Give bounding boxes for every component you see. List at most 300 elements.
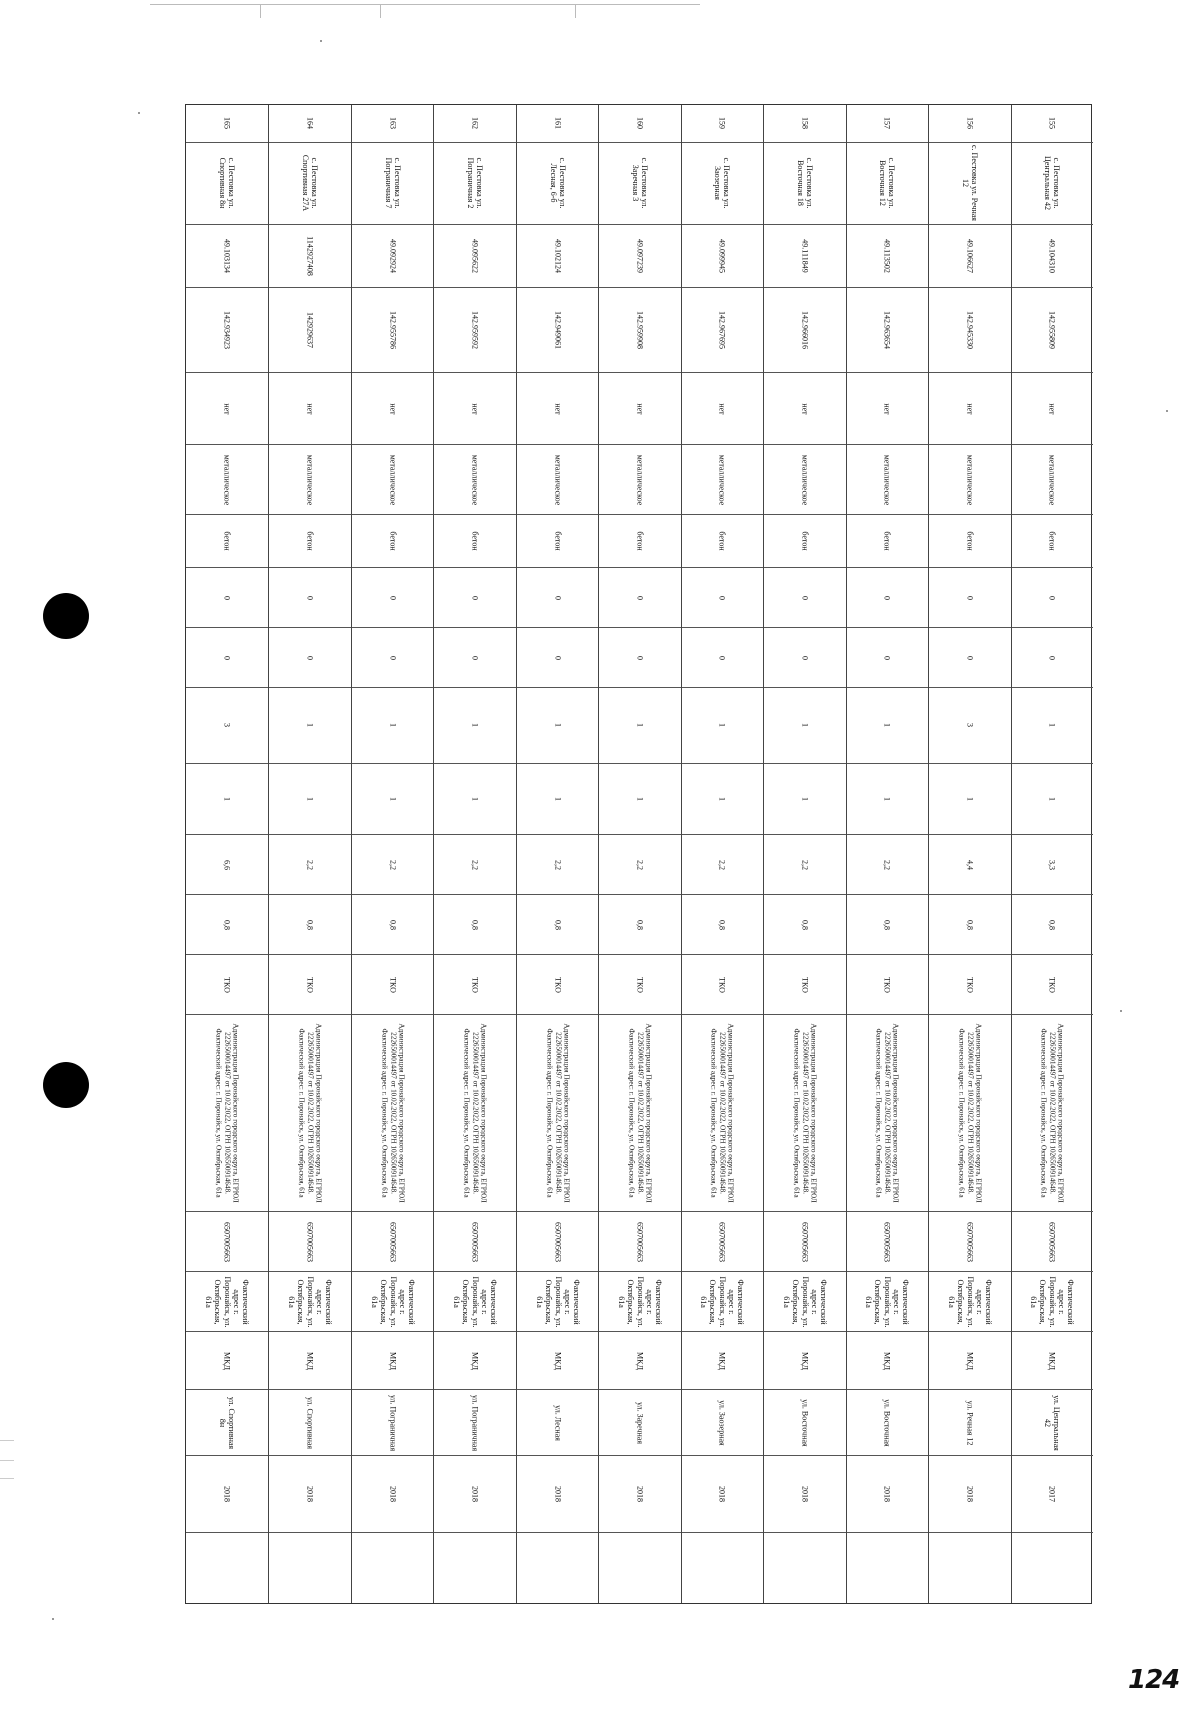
cell-c4: [352, 763, 433, 835]
punch-hole: [43, 593, 89, 639]
table-row: [351, 105, 433, 1603]
cell-text: 0: [635, 595, 645, 600]
cell-text: 2018: [553, 1486, 563, 1503]
cell-address: [517, 142, 598, 224]
cell-src: [352, 1331, 433, 1389]
cell-text: 2018: [305, 1486, 315, 1503]
cell-text: ТКО: [800, 976, 810, 993]
cell-year: [1012, 1455, 1093, 1532]
cell-text: ТКО: [305, 976, 315, 993]
cell-text: с. Пестовка ул. Лесная, 6-б: [548, 157, 567, 209]
cell-text: 0: [388, 595, 398, 600]
cell-note: [186, 1532, 268, 1603]
cell-inn: [269, 1211, 350, 1271]
cell-owner: [269, 1014, 350, 1211]
cell-text: 49.104310: [1047, 238, 1057, 273]
cell-text: с. Пестовка ул. Восточная 12: [878, 157, 897, 209]
cell-text: МКД: [635, 1351, 645, 1370]
cell-text: бетон: [882, 531, 892, 551]
cell-surface: [186, 372, 268, 445]
cell-text: 0,8: [388, 919, 398, 930]
cell-surface: [352, 372, 433, 445]
cell-c3: [764, 687, 845, 762]
cell-text: ул. Пограничная: [470, 1394, 480, 1451]
cell-text: бетон: [388, 531, 398, 551]
cell-c2: [682, 627, 763, 687]
cell-text: 142.966016: [800, 310, 810, 349]
cell-text: 2,2: [882, 859, 892, 870]
cell-year: [682, 1455, 763, 1532]
table-row: [268, 105, 350, 1603]
cell-text: 2017: [1047, 1486, 1057, 1503]
cell-kind: [682, 954, 763, 1014]
cell-area: [764, 834, 845, 894]
cell-text: металлическое: [470, 454, 480, 506]
cell-text: 0,8: [800, 919, 810, 930]
cell-text: 142.959908: [635, 310, 645, 349]
cell-text: ТКО: [965, 976, 975, 993]
cell-text: 2,2: [635, 859, 645, 870]
scan-speck: [52, 1618, 54, 1620]
cell-address: [1012, 142, 1093, 224]
cell-lon: [352, 287, 433, 372]
cell-text: 0: [965, 655, 975, 660]
cell-text: нет: [222, 402, 232, 415]
cell-year: [847, 1455, 928, 1532]
cell-text: 142.963654: [882, 310, 892, 349]
cell-text: 0,8: [635, 919, 645, 930]
cell-area: [929, 834, 1010, 894]
cell-src-addr: [1012, 1389, 1093, 1455]
cell-text: металлическое: [553, 454, 563, 506]
cell-text: МКД: [305, 1351, 315, 1370]
cell-material: [434, 444, 515, 514]
cell-owner: [929, 1014, 1010, 1211]
cell-text: 159: [718, 117, 728, 130]
cell-text: 1: [635, 796, 645, 801]
cell-c1: [599, 567, 680, 627]
cell-vol: [599, 894, 680, 954]
cell-note: [599, 1532, 680, 1603]
cell-c1: [186, 567, 268, 627]
cell-text: 1: [388, 796, 398, 801]
cell-vol: [847, 894, 928, 954]
cell-vol: [929, 894, 1010, 954]
cell-c4: [434, 763, 515, 835]
cell-lon: [599, 287, 680, 372]
cell-text: металлическое: [718, 454, 728, 506]
table-row: [1011, 105, 1093, 1603]
cell-text: нет: [800, 402, 810, 415]
cell-text: 3,3: [1047, 859, 1057, 870]
cell-text: с. Пестовка ул. Заречная 3: [630, 157, 650, 209]
cell-owner: [682, 1014, 763, 1211]
cell-text: МКД: [470, 1351, 480, 1370]
cell-text: МКД: [553, 1351, 563, 1370]
cell-fact: [186, 1271, 268, 1331]
cell-src-addr: [517, 1389, 598, 1455]
cell-text: 6507005663: [718, 1221, 728, 1262]
cell-material: [682, 444, 763, 514]
cell-text: ТКО: [222, 976, 232, 993]
cell-surface: [847, 372, 928, 445]
cell-text: нет: [718, 402, 728, 415]
cell-address: [929, 142, 1010, 224]
cell-text: нет: [470, 402, 480, 415]
cell-no: [517, 105, 598, 142]
cell-text: 0: [800, 655, 810, 660]
cell-text: МКД: [388, 1351, 398, 1370]
cell-text: 1: [718, 723, 728, 728]
cell-text: с. Пестовка ул. Заозерная: [713, 157, 732, 209]
cell-text: ТКО: [388, 976, 398, 993]
cell-text: 6507005663: [305, 1221, 315, 1262]
cell-owner: [847, 1014, 928, 1211]
cell-year: [352, 1455, 433, 1532]
cell-text: 0: [305, 595, 315, 600]
cell-text: ул. Восточная: [882, 1398, 892, 1447]
cell-c2: [434, 627, 515, 687]
cell-note: [847, 1532, 928, 1603]
cell-year: [764, 1455, 845, 1532]
cell-c2: [269, 627, 350, 687]
cell-text: 0: [553, 595, 563, 600]
cell-c4: [599, 763, 680, 835]
cell-inn: [186, 1211, 268, 1271]
cell-text: ул. Спортивная: [305, 1396, 315, 1449]
cell-text: 1: [388, 723, 398, 728]
cell-src: [1012, 1331, 1093, 1389]
cell-c2: [764, 627, 845, 687]
cell-src: [929, 1331, 1010, 1389]
cell-material: [186, 444, 268, 514]
cell-material: [352, 444, 433, 514]
cell-text: 6507005663: [635, 1221, 645, 1262]
table-row: [928, 105, 1010, 1603]
cell-text: 0,8: [470, 919, 480, 930]
cell-c3: [682, 687, 763, 762]
cell-text: нет: [882, 402, 892, 415]
cell-lat: [186, 224, 268, 287]
cell-text: Фактический адрес г. Поронайск, ул. Октябрьская, 61а: [534, 1276, 581, 1328]
cell-address: [186, 142, 268, 224]
cell-text: металлическое: [965, 454, 975, 506]
cell-text: 0,8: [882, 919, 892, 930]
cell-text: Администрация Поронайского городского округа, ЕГРЮЛ 2226500014497 от 10.02.2022, ОГРН 1026500914648. Фактический адрес: г. Поронайск, ул. Октябрьская, 61а: [875, 1023, 900, 1203]
cell-text: 0: [718, 595, 728, 600]
cell-text: бетон: [800, 531, 810, 551]
cell-material: [764, 444, 845, 514]
cell-src: [847, 1331, 928, 1389]
cell-material: [269, 444, 350, 514]
cell-text: 1142927408: [305, 236, 315, 276]
cell-src-addr: [599, 1389, 680, 1455]
cell-text: 49.092924: [388, 238, 398, 273]
cell-vol: [1012, 894, 1093, 954]
cell-text: 0: [222, 595, 232, 600]
cell-lon: [434, 287, 515, 372]
cell-note: [352, 1532, 433, 1603]
cell-lon: [186, 287, 268, 372]
cell-text: Фактический адрес г. Поронайск, ул. Октябрьская, 61а: [369, 1276, 416, 1328]
cell-text: 0,8: [222, 919, 232, 930]
cell-text: 49.103134: [222, 238, 232, 273]
cell-lat: [599, 224, 680, 287]
cell-text: нет: [965, 402, 975, 415]
cell-lat: [847, 224, 928, 287]
margin-mark: [0, 1460, 14, 1461]
cell-src: [269, 1331, 350, 1389]
cell-year: [186, 1455, 268, 1532]
cell-text: 142.959592: [470, 310, 480, 349]
cell-material: [517, 444, 598, 514]
cell-text: МКД: [1047, 1351, 1057, 1370]
cell-text: Фактический адрес г. Поронайск, ул. Октябрьская, 61а: [452, 1276, 499, 1328]
cell-text: 155: [1047, 117, 1057, 130]
cell-text: 49.113502: [882, 239, 892, 273]
cell-src: [764, 1331, 845, 1389]
cell-text: Фактический адрес г. Поронайск, ул. Октябрьская, 61а: [947, 1276, 993, 1328]
cell-c3: [847, 687, 928, 762]
cell-text: 1: [305, 723, 315, 728]
scan-tick: [260, 4, 261, 18]
cell-address: [269, 142, 350, 224]
cell-base: [682, 514, 763, 567]
cell-vol: [434, 894, 515, 954]
cell-text: Администрация Поронайского городского округа, ЕГРЮЛ 2226500014497 от 10.02.2022, ОГРН 1026500914648. Фактический адрес: г. Поронайск, ул. Октябрьская, 61а: [380, 1023, 406, 1203]
table-row: [763, 105, 845, 1603]
cell-c3: [352, 687, 433, 762]
cell-inn: [599, 1211, 680, 1271]
cell-lat: [682, 224, 763, 287]
cell-lon: [517, 287, 598, 372]
cell-surface: [517, 372, 598, 445]
cell-text: 2,2: [800, 859, 810, 870]
cell-c4: [269, 763, 350, 835]
cell-no: [434, 105, 515, 142]
cell-c3: [269, 687, 350, 762]
cell-year: [434, 1455, 515, 1532]
cell-text: 0: [882, 655, 892, 660]
cell-inn: [847, 1211, 928, 1271]
cell-c3: [1012, 687, 1093, 762]
cell-vol: [269, 894, 350, 954]
cell-text: бетон: [965, 531, 975, 551]
cell-text: бетон: [635, 531, 645, 551]
cell-text: 49.095622: [470, 238, 480, 273]
cell-inn: [682, 1211, 763, 1271]
cell-year: [269, 1455, 350, 1532]
cell-text: 0: [470, 595, 480, 600]
cell-note: [517, 1532, 598, 1603]
cell-text: ул. Лесная: [553, 1404, 563, 1441]
cell-text: с. Пестовка ул. Пограничная 7: [383, 157, 402, 209]
cell-c4: [682, 763, 763, 835]
cell-base: [929, 514, 1010, 567]
cell-text: 142.949061: [553, 310, 563, 349]
cell-fact: [352, 1271, 433, 1331]
cell-text: металлическое: [882, 454, 892, 506]
cell-text: 163: [388, 117, 398, 130]
cell-kind: [847, 954, 928, 1014]
cell-text: 161: [553, 117, 563, 130]
cell-fact: [599, 1271, 680, 1331]
cell-lat: [517, 224, 598, 287]
cell-text: 1: [800, 796, 810, 801]
cell-text: 1: [1047, 796, 1057, 801]
cell-address: [764, 142, 845, 224]
cell-lon: [929, 287, 1010, 372]
cell-src-addr: [929, 1389, 1010, 1455]
cell-base: [269, 514, 350, 567]
table-row: [598, 105, 680, 1603]
cell-text: 2018: [882, 1486, 892, 1503]
cell-text: металлическое: [305, 454, 315, 506]
cell-src-addr: [434, 1389, 515, 1455]
cell-text: с. Пестовка ул. Спортивная 8н: [218, 157, 237, 209]
cell-text: 0: [635, 655, 645, 660]
cell-no: [847, 105, 928, 142]
cell-note: [929, 1532, 1010, 1603]
cell-text: 0: [388, 655, 398, 660]
cell-kind: [929, 954, 1010, 1014]
table-row: [186, 105, 268, 1603]
cell-text: нет: [635, 402, 645, 415]
cell-text: 157: [882, 117, 892, 130]
cell-text: 142.955786: [388, 310, 398, 349]
cell-text: Фактический адрес г. Поронайск, ул. Октябрьская, 61а: [617, 1276, 663, 1328]
cell-kind: [1012, 954, 1093, 1014]
cell-text: металлическое: [1047, 454, 1057, 506]
cell-text: МКД: [965, 1351, 975, 1370]
cell-text: 1: [965, 796, 975, 801]
cell-lon: [269, 287, 350, 372]
cell-area: [847, 834, 928, 894]
cell-text: 49.097239: [635, 238, 645, 273]
cell-base: [764, 514, 845, 567]
cell-text: ул. Пограничная: [388, 1394, 398, 1451]
cell-base: [1012, 514, 1093, 567]
cell-text: металлическое: [388, 454, 398, 506]
cell-note: [682, 1532, 763, 1603]
cell-text: 0: [222, 655, 232, 660]
cell-text: 165: [222, 117, 232, 130]
cell-c2: [599, 627, 680, 687]
cell-inn: [1012, 1211, 1093, 1271]
cell-text: нет: [1047, 402, 1057, 415]
cell-text: Администрация Поронайского городского округа, ЕГРЮЛ 2226500014497 от 10.02.2022, ОГРН 1026500914648. Фактический адрес: г. Поронайск, ул. Октябрьская, 61а: [545, 1023, 570, 1203]
cell-text: 160: [635, 117, 645, 130]
cell-area: [186, 834, 268, 894]
cell-c4: [186, 763, 268, 835]
cell-vol: [186, 894, 268, 954]
cell-text: 1: [553, 723, 563, 728]
cell-text: 3: [222, 723, 232, 728]
cell-text: 0: [305, 655, 315, 660]
cell-kind: [434, 954, 515, 1014]
cell-text: 0,8: [305, 919, 315, 930]
cell-c4: [764, 763, 845, 835]
cell-c3: [929, 687, 1010, 762]
cell-text: 1: [882, 723, 892, 728]
cell-src: [434, 1331, 515, 1389]
scan-tick: [380, 4, 381, 18]
punch-hole: [43, 1062, 89, 1108]
cell-src-addr: [269, 1389, 350, 1455]
cell-text: ТКО: [1047, 976, 1057, 993]
cell-material: [599, 444, 680, 514]
cell-c2: [352, 627, 433, 687]
cell-text: 49.102124: [553, 238, 563, 273]
cell-note: [269, 1532, 350, 1603]
cell-base: [186, 514, 268, 567]
cell-text: 0: [965, 595, 975, 600]
cell-fact: [847, 1271, 928, 1331]
cell-owner: [352, 1014, 433, 1211]
cell-no: [352, 105, 433, 142]
cell-text: 164: [305, 117, 315, 130]
cell-kind: [517, 954, 598, 1014]
cell-address: [434, 142, 515, 224]
cell-lon: [1012, 287, 1093, 372]
cell-text: 6507005663: [388, 1221, 398, 1262]
cell-text: бетон: [305, 531, 315, 551]
cell-text: 0,8: [718, 919, 728, 930]
cell-fact: [434, 1271, 515, 1331]
cell-c2: [1012, 627, 1093, 687]
cell-text: ТКО: [635, 976, 645, 993]
cell-text: МКД: [718, 1351, 728, 1370]
cell-year: [599, 1455, 680, 1532]
cell-vol: [682, 894, 763, 954]
cell-area: [352, 834, 433, 894]
cell-owner: [186, 1014, 268, 1211]
cell-base: [434, 514, 515, 567]
cell-text: 0: [1047, 655, 1057, 660]
cell-text: Администрация Поронайского городского округа, ЕГРЮЛ 2226500014497 от 10.02.2022, ОГРН 1026500914648. Фактический адрес: г. Поронайск, ул. Октябрьская, 61а: [298, 1023, 323, 1203]
cell-kind: [599, 954, 680, 1014]
cell-text: 49.106627: [965, 238, 975, 273]
cell-src: [599, 1331, 680, 1389]
cell-src: [186, 1331, 268, 1389]
cell-vol: [764, 894, 845, 954]
cell-no: [929, 105, 1010, 142]
cell-address: [847, 142, 928, 224]
cell-surface: [434, 372, 515, 445]
cell-text: 6507005663: [222, 1221, 232, 1262]
cell-text: ул. Заозерная: [718, 1399, 728, 1446]
cell-text: 142.934923: [222, 310, 232, 349]
cell-text: Фактический адрес г. Поронайск, ул. Октябрьская, 61а: [782, 1276, 828, 1328]
cell-text: 1: [800, 723, 810, 728]
cell-text: 6,6: [222, 859, 232, 870]
cell-text: металлическое: [222, 454, 232, 506]
cell-text: ул. Спортивная 8н: [218, 1396, 237, 1449]
cell-material: [847, 444, 928, 514]
cell-text: нет: [388, 402, 398, 415]
cell-inn: [517, 1211, 598, 1271]
cell-c1: [764, 567, 845, 627]
cell-text: нет: [305, 402, 315, 415]
cell-area: [434, 834, 515, 894]
cell-c1: [434, 567, 515, 627]
table-row: [681, 105, 763, 1603]
cell-text: 1: [470, 796, 480, 801]
cell-src-addr: [186, 1389, 268, 1455]
cell-text: бетон: [222, 531, 232, 551]
cell-text: бетон: [1047, 531, 1057, 551]
cell-year: [517, 1455, 598, 1532]
